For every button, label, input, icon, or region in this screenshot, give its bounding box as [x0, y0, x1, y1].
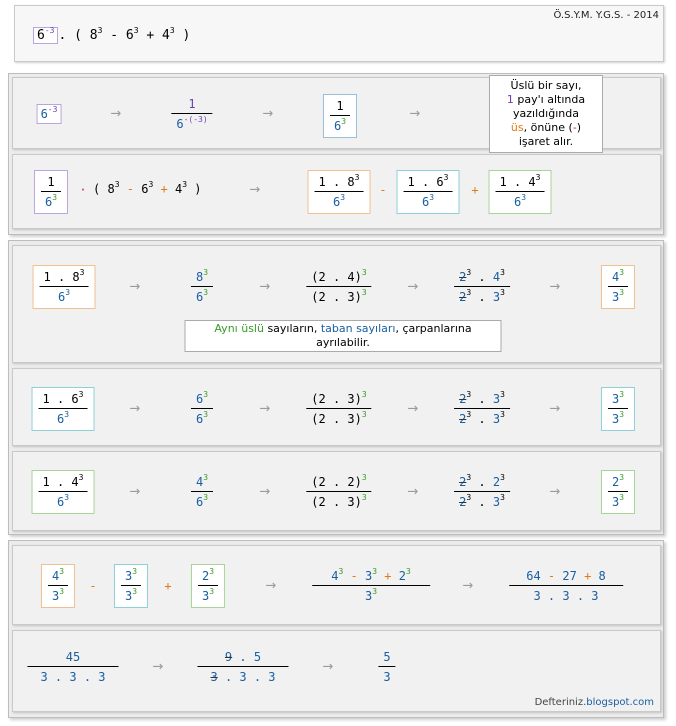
problem-expression: $6^{-3}$ . ( $8^3 - 6^3 + 4^3$ ) [33, 28, 190, 43]
arrow-icon: → [462, 578, 474, 594]
site-credit[interactable]: Defteriniz.blogspot.com [534, 697, 654, 708]
step2-term-1: 1 . $8^3$ $6^3$ [308, 170, 371, 214]
arrow-icon: → [549, 484, 561, 500]
minus-operator: - [379, 183, 387, 197]
row1-b: $8^3$ $6^3$ [191, 270, 213, 304]
dot-operator: · [79, 183, 87, 197]
arrow-icon: → [129, 279, 141, 295]
step1-mid-fraction: 1 $6^{-(-3)}$ [171, 97, 212, 131]
arrow-icon: → [129, 484, 141, 500]
arrow-icon: → [549, 401, 561, 417]
negative-exponent-note: Üslü bir sayı, 1 pay'ı altında yazıldığında üs, önüne (-) işaret alır. [489, 75, 603, 153]
row2-a: 1 . $6^3$ $6^3$ [32, 387, 95, 431]
factor-note: Aynı üslü sayıların, taban sayıları, çarpanlarına ayrılabilir. [185, 320, 502, 352]
row1-e: $4^3$ $3^3$ [601, 265, 635, 309]
row3-d: $2^3$ . $2^3$ $2^3$ . $3^3$ [454, 475, 510, 509]
row2-b: $6^3$ $6^3$ [191, 392, 213, 426]
row2-d: $2^3$ . $3^3$ $2^3$ . $3^3$ [454, 392, 510, 426]
result-a: 45 3 . 3 . 3 [35, 650, 110, 684]
plus-operator: + [164, 579, 172, 593]
row-2-card [12, 368, 661, 446]
step2-term-2: 1 . $6^3$ $6^3$ [397, 170, 460, 214]
step-1-card [12, 77, 661, 149]
step1-end-fraction: 1 $6^3$ [323, 94, 357, 138]
step-2-card [12, 154, 661, 229]
row1-c: (2 . 4)$^3$ (2 . 3)$^3$ [306, 270, 371, 304]
arrow-icon: → [409, 106, 421, 122]
sum-numeric: 64 - 27 + 8 3 . 3 . 3 [521, 569, 611, 603]
step2-term-3: 1 . $4^3$ $6^3$ [489, 170, 552, 214]
sum-card [12, 545, 661, 625]
section-2 [8, 240, 664, 535]
row3-b: $4^3$ $6^3$ [191, 475, 213, 509]
row2-c: (2 . 3)$^3$ (2 . 3)$^3$ [306, 392, 371, 426]
row1-d: $2^3$ . $4^3$ $2^3$ . $3^3$ [454, 270, 510, 304]
row1-a: 1 . $8^3$ $6^3$ [33, 265, 96, 309]
sum-f1: $4^3$ $3^3$ [41, 564, 75, 608]
arrow-icon: → [549, 279, 561, 295]
arrow-icon: → [110, 106, 122, 122]
row3-a: 1 . $4^3$ $6^3$ [32, 470, 95, 514]
arrow-icon: → [407, 279, 419, 295]
arrow-icon: → [152, 659, 164, 675]
source-label: Ö.S.Y.M. Y.G.S. - 2014 [553, 10, 659, 21]
row2-e: $3^3$ $3^3$ [601, 387, 635, 431]
arrow-icon: → [262, 106, 274, 122]
arrow-icon: → [249, 182, 261, 198]
problem-six-box: $6^{-3}$ [33, 27, 58, 44]
plus-operator: + [471, 183, 479, 197]
section-3 [8, 540, 664, 718]
arrow-icon: → [322, 659, 334, 675]
arrow-icon: → [259, 484, 271, 500]
result-final: 5 3 [378, 650, 395, 684]
arrow-icon: → [259, 279, 271, 295]
row3-c: (2 . 2)$^3$ (2 . 3)$^3$ [306, 475, 371, 509]
minus-operator: - [89, 579, 97, 593]
row-3-card [12, 451, 661, 531]
arrow-icon: → [265, 578, 277, 594]
arrow-icon: → [407, 484, 419, 500]
arrow-icon: → [259, 401, 271, 417]
arrow-icon: → [129, 401, 141, 417]
result-card [12, 630, 661, 712]
step2-lhs-fraction: 1 $6^3$ [34, 170, 68, 214]
arrow-icon: → [407, 401, 419, 417]
result-b: 9 . 5 3 . 3 . 3 [205, 650, 280, 684]
sum-combined: $4^3 - 3^3 + 2^3$ $3^3$ [326, 569, 416, 603]
step2-paren-expression: ( $8^3 - 6^3 + 4^3$ ) [93, 180, 202, 196]
sum-f3: $2^3$ $3^3$ [191, 564, 225, 608]
row3-e: $2^3$ $3^3$ [601, 470, 635, 514]
problem-card [14, 5, 664, 62]
row-1-card [12, 245, 661, 363]
sum-f2: $3^3$ $3^3$ [114, 564, 148, 608]
section-1 [8, 73, 664, 235]
step1-start: $6^{-3}$ [37, 104, 62, 124]
